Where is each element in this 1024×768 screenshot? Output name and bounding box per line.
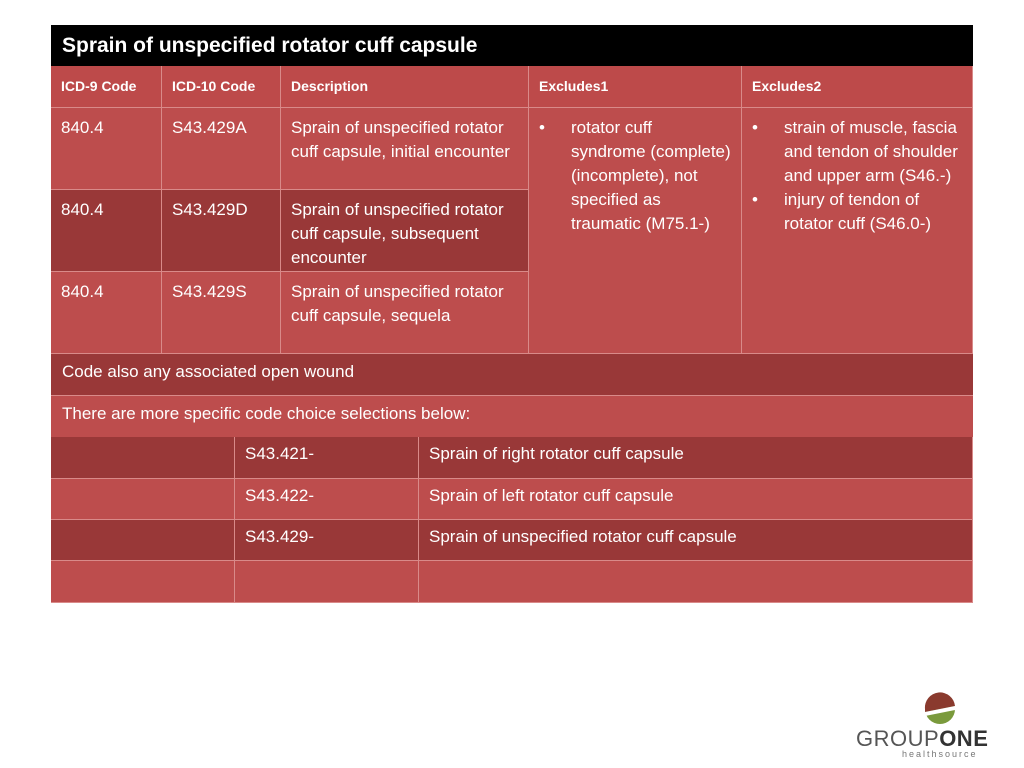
header-description: Description: [281, 66, 529, 108]
bullet-icon: •: [752, 118, 758, 137]
row3-description: Sprain of unspecified rotator cuff capsule, sequela: [281, 272, 529, 354]
choice-code: S43.429-: [235, 520, 419, 561]
bullet-icon: •: [752, 190, 758, 209]
header-icd10: ICD-10 Code: [162, 66, 281, 108]
choice-description: Sprain of unspecified rotator cuff capsule: [419, 520, 973, 561]
choice-spacer: [51, 479, 235, 520]
row2-description: Sprain of unspecified rotator cuff capsule, subsequent encounter: [281, 190, 529, 272]
header-excludes2: Excludes2: [742, 66, 973, 108]
excludes1-item: • rotator cuff syndrome (complete) (incomplete), not specified as traumatic (M75.1-): [539, 118, 731, 233]
excludes2-item: • injury of tendon of rotator cuff (S46.0-): [752, 190, 932, 233]
header-excludes1: Excludes1: [529, 66, 742, 108]
choice-spacer: [51, 520, 235, 561]
choice-code: S43.421-: [235, 437, 419, 479]
row1-icd10: S43.429A: [162, 108, 281, 190]
excludes2-cell: [742, 108, 973, 354]
row3-icd10: S43.429S: [162, 272, 281, 354]
choice-description: Sprain of left rotator cuff capsule: [419, 479, 973, 520]
logo-tagline: healthsource: [902, 749, 978, 759]
empty-cell: [51, 561, 235, 603]
bullet-icon: •: [539, 118, 545, 137]
choice-description: Sprain of right rotator cuff capsule: [419, 437, 973, 479]
logo-wordmark: GROUPONE: [856, 726, 989, 751]
row1-icd9: 840.4: [51, 108, 162, 190]
empty-cell: [419, 561, 973, 603]
row2-icd9: 840.4: [51, 190, 162, 272]
header-icd9: ICD-9 Code: [51, 66, 162, 108]
empty-cell: [235, 561, 419, 603]
groupone-logo: [856, 692, 1018, 762]
choice-spacer: [51, 437, 235, 479]
code-also-note: Code also any associated open wound: [51, 354, 973, 396]
excludes2-item: • strain of muscle, fascia and tendon of shoulder and upper arm (S46.-): [752, 118, 958, 185]
choices-table: [51, 437, 973, 603]
globe-icon: [922, 692, 958, 726]
row1-description: Sprain of unspecified rotator cuff capsule, initial encounter: [281, 108, 529, 190]
choice-code: S43.422-: [235, 479, 419, 520]
row2-icd10: S43.429D: [162, 190, 281, 272]
code-table: [51, 66, 973, 354]
excludes1-cell: [529, 108, 742, 354]
slide-title: Sprain of unspecified rotator cuff capsule: [51, 25, 973, 66]
more-specific-note: There are more specific code choice selections below:: [51, 396, 973, 438]
row3-icd9: 840.4: [51, 272, 162, 354]
